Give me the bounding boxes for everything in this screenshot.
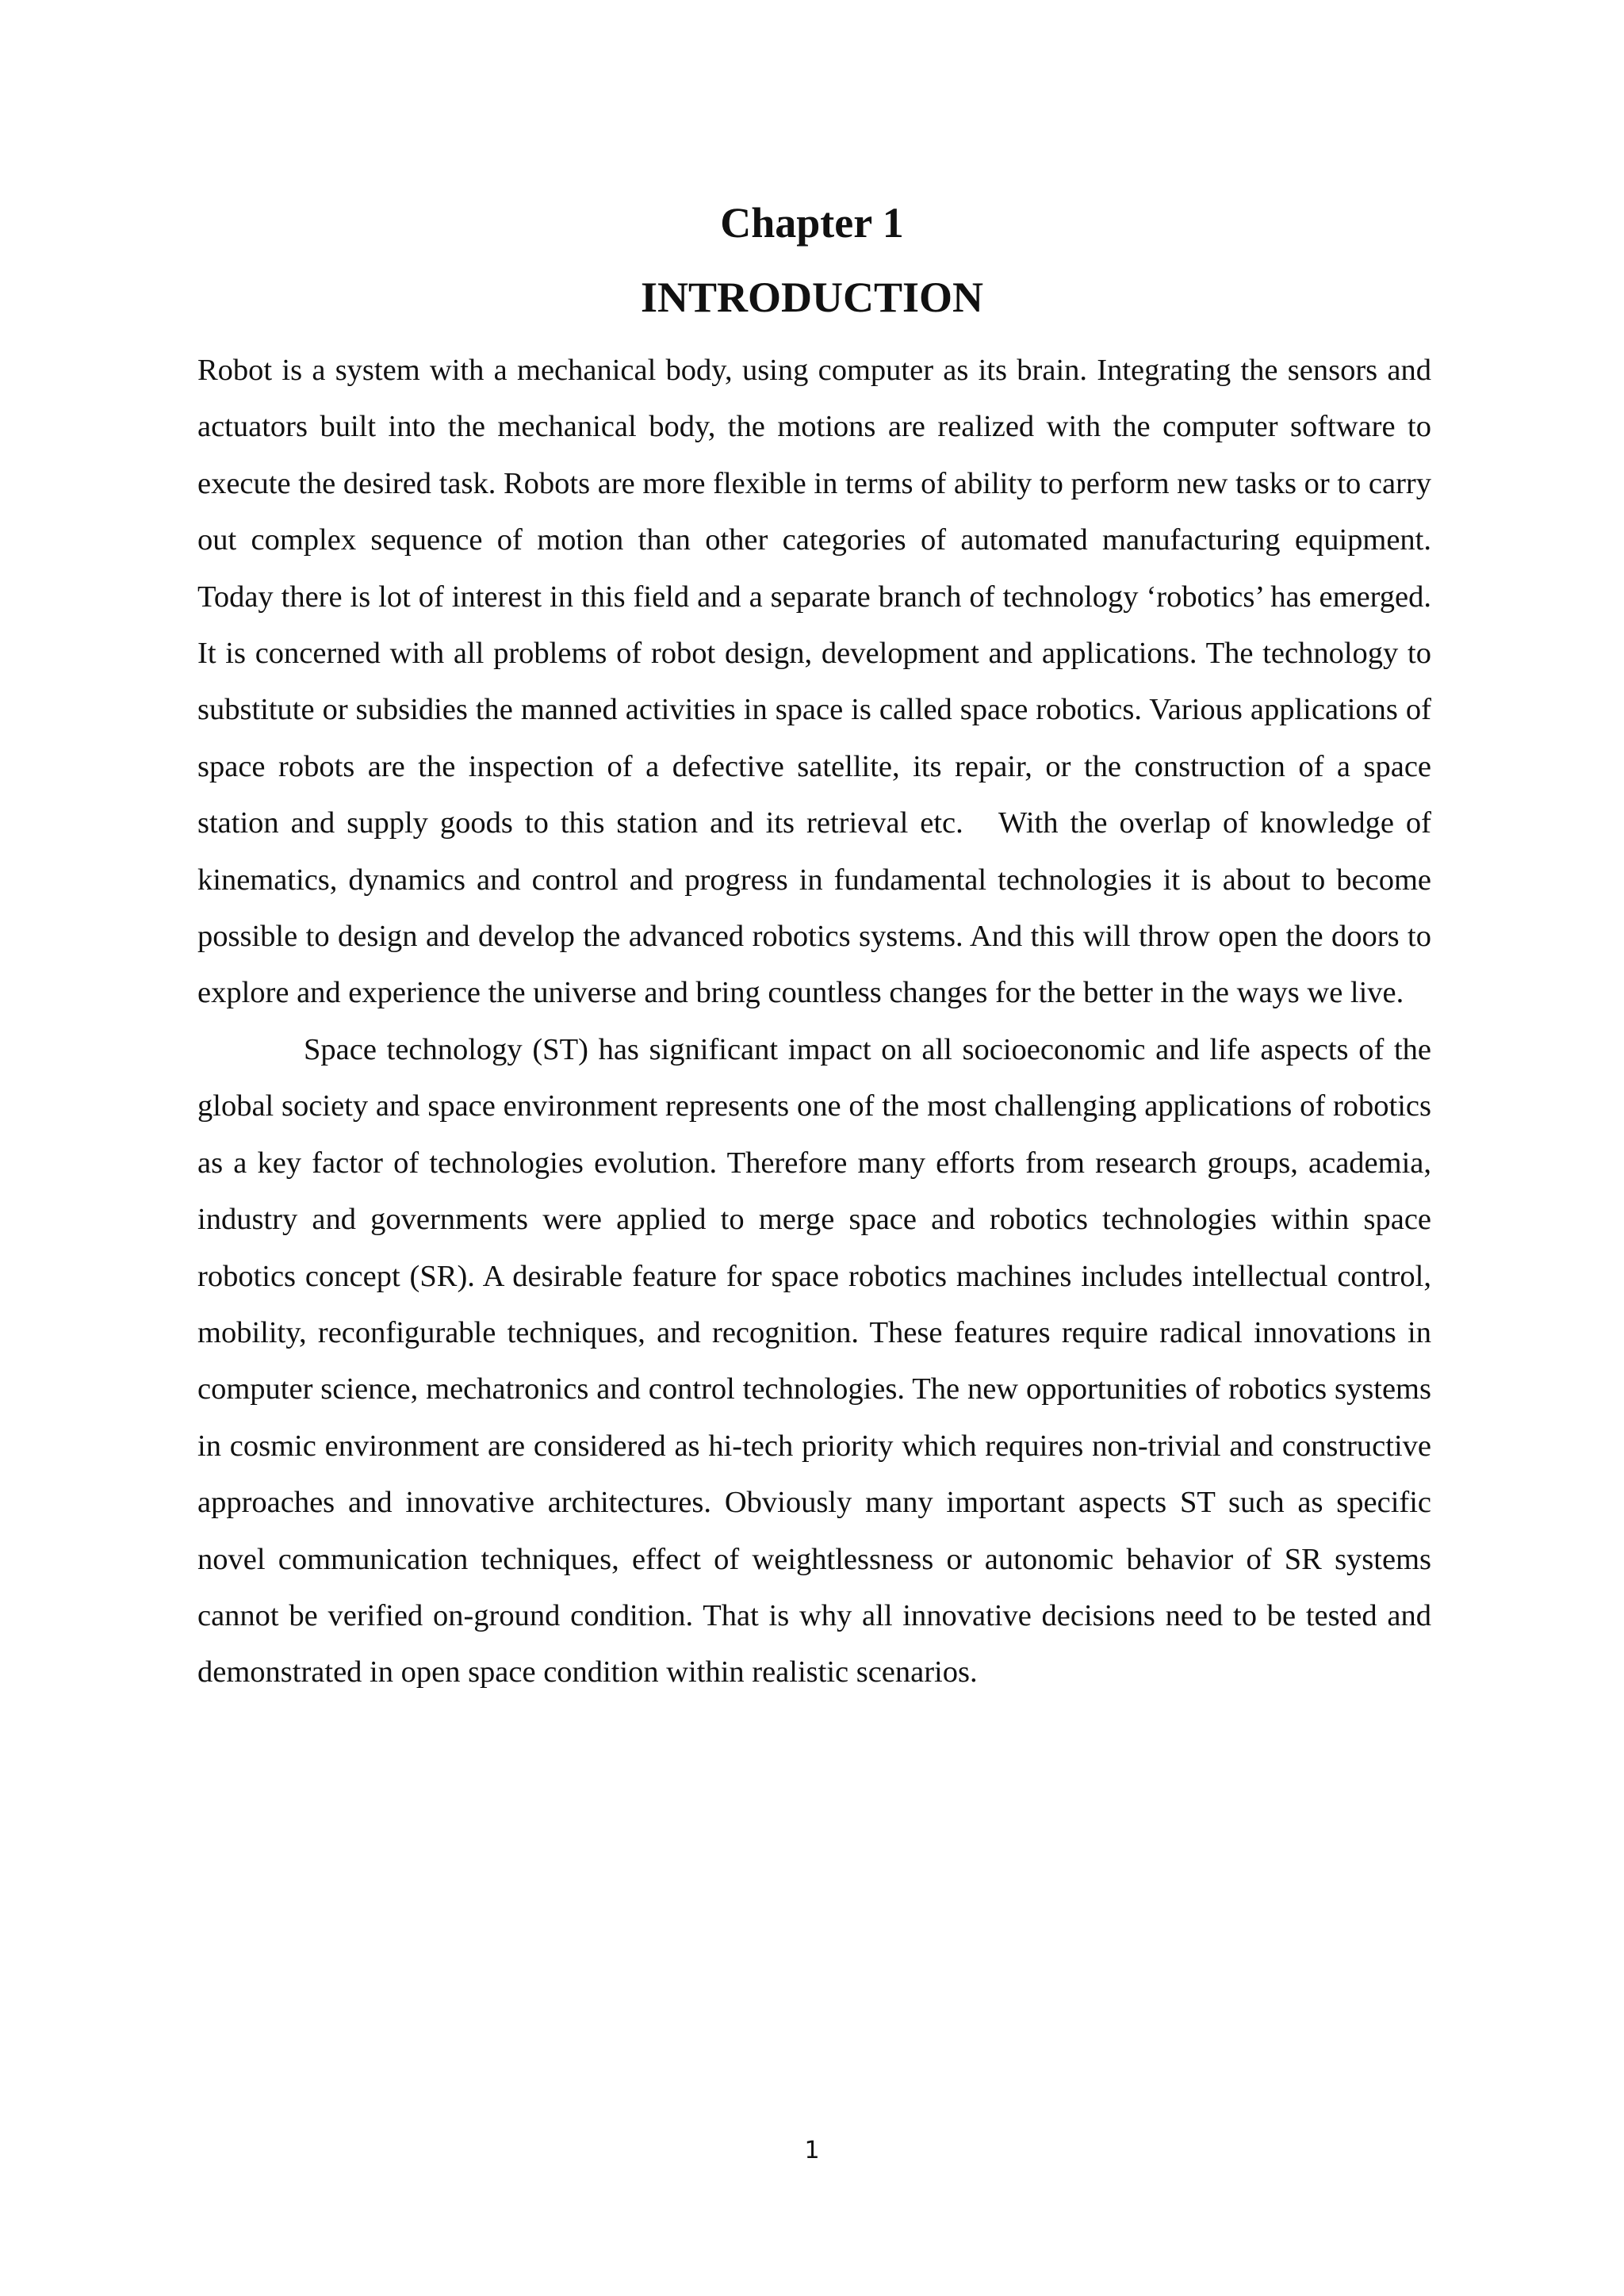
page-number: 1 (804, 2137, 820, 2164)
body-text (197, 342, 1439, 1701)
paragraph-space-technology: Space technology (ST) has significant impact on all socioeconomic and life aspects of the global society and space environment represents one of the most challenging applications of robotics as a key factor of technologies evolution. Therefore many efforts from research groups, academia, industry and governments were applied to merge space and robotics technologies within space robotics concept (SR). A desirable feature for space robotics machines includes intellectual control, mobility, reconfigurable techniques, and recognition. These features require radical innovations in computer science, mechatronics and control technologies. The new opportunities of robotics systems in cosmic environment are considered as hi-tech priority which requires non-trivial and constructive approaches and innovative architectures. Obviously many important aspects ST such as specific novel communication techniques, effect of weightlessness or autonomic behavior of SR systems cannot be verified on-ground condition. That is why all innovative decisions need to be tested and demonstrated in open space condition within realistic scenarios. (197, 1032, 1439, 1689)
chapter-label: Chapter 1 (720, 199, 904, 247)
chapter-title: INTRODUCTION (640, 274, 984, 321)
paragraph-robot-definition: Robot is a system with a mechanical body, using computer as its brain. Integrating the sensors and actuators built into the mechanical body, the motions are realized with the computer software to execute the desired task. Robots are more flexible in terms of ability to perform new tasks or to carry out complex sequence of motion than other categories of automated manufacturing equipment. Today there is lot of interest in this field and a separate branch of technology ‘robotics’ has emerged. It is concerned with all problems of robot design, development and applications. The technology to substitute or subsidies the manned activities in space is called space robotics. Various applications of space robots are the inspection of a defective satellite, its repair, or the construction of a space station and supply goods to this station and its retrieval etc. With the overlap of knowledge of kinematics, dynamics and control and progress in fundamental technologies it is about to become possible to design and develop the advanced robotics systems. And this will throw open the doors to explore and experience the universe and bring countless changes for the better in the ways we live. (197, 354, 1439, 1010)
